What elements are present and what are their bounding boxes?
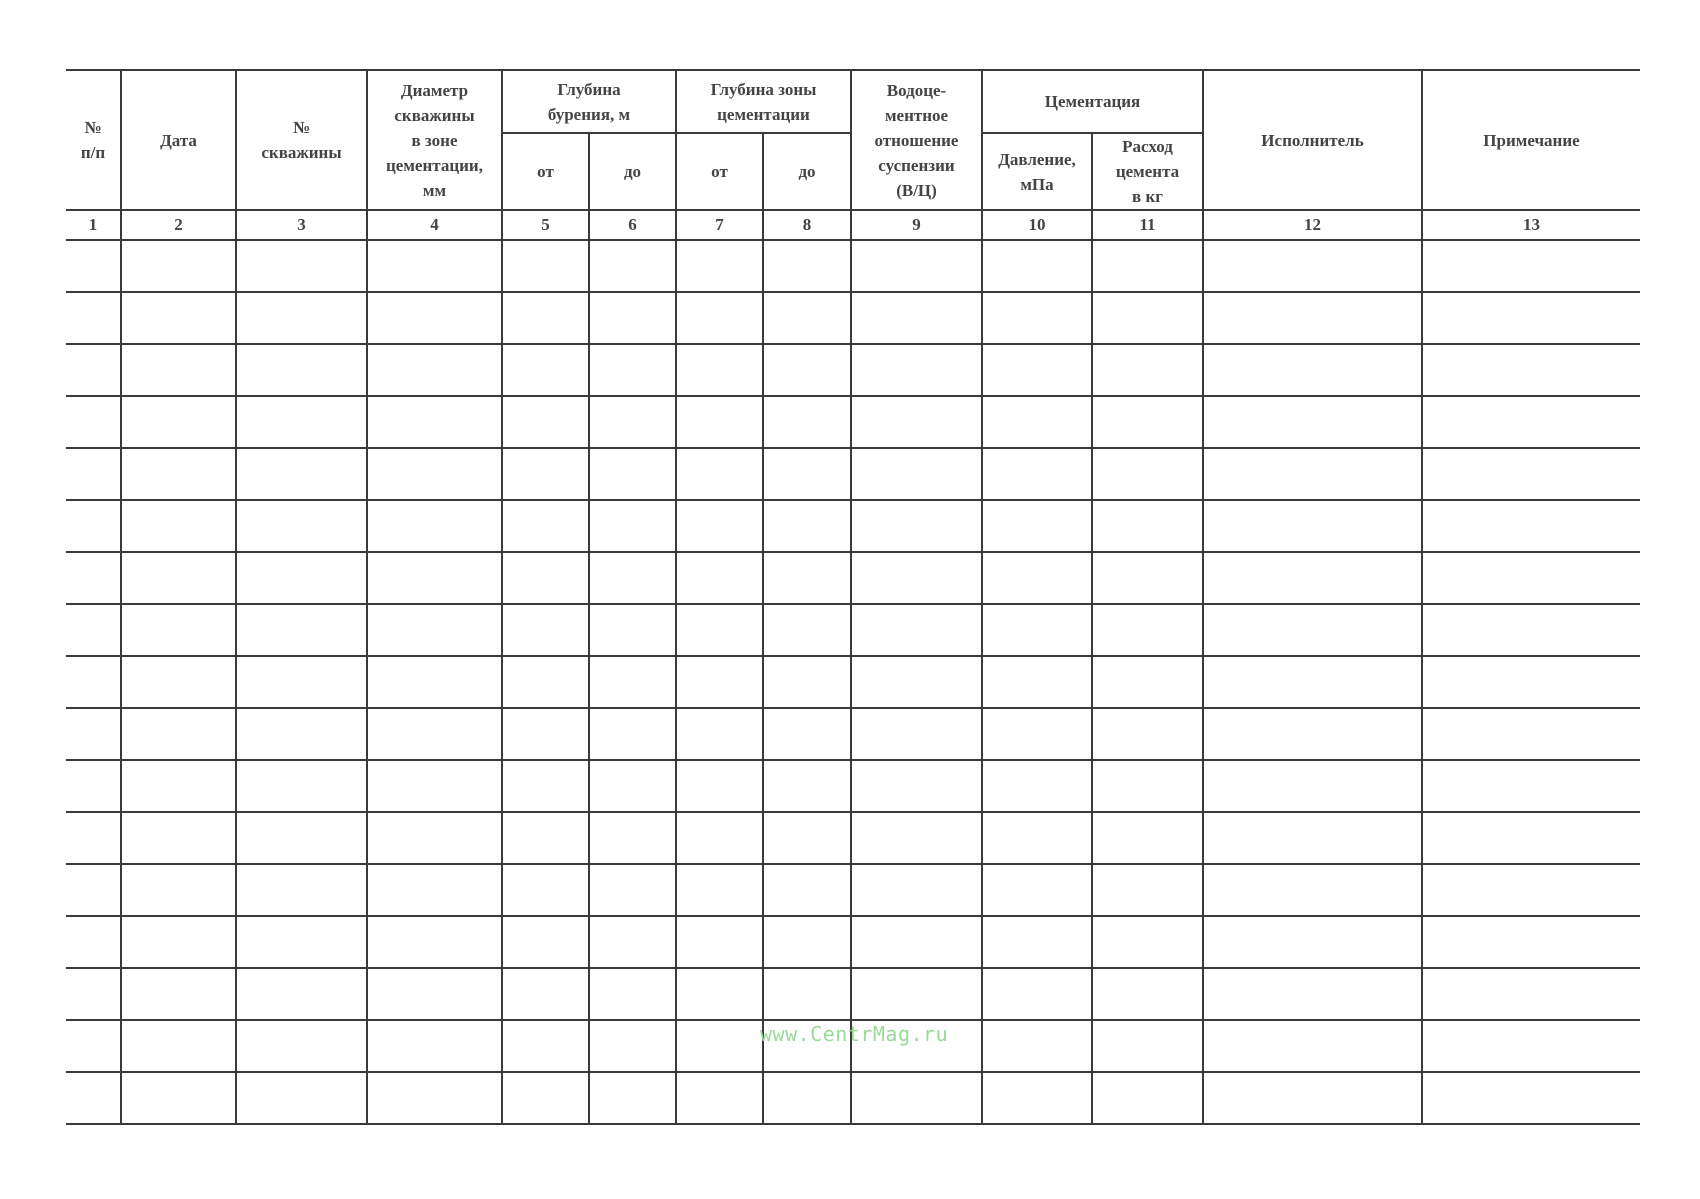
table-cell bbox=[1203, 552, 1422, 604]
table-cell bbox=[589, 1072, 676, 1124]
table-cell bbox=[502, 760, 589, 812]
table-cell bbox=[121, 760, 236, 812]
table-cell bbox=[851, 708, 982, 760]
table-cell bbox=[502, 812, 589, 864]
table-cell bbox=[1422, 240, 1640, 292]
table-cell bbox=[851, 864, 982, 916]
table-cell bbox=[66, 1020, 121, 1072]
table-cell bbox=[1203, 448, 1422, 500]
table-cell bbox=[367, 1020, 502, 1072]
table-cell bbox=[676, 916, 763, 968]
table-cell bbox=[502, 240, 589, 292]
table-cell bbox=[66, 552, 121, 604]
table-cell bbox=[367, 864, 502, 916]
table-cell bbox=[1203, 344, 1422, 396]
header-cement-zone-depth-group: Глубина зоны цементации bbox=[676, 70, 851, 133]
column-number: 13 bbox=[1422, 210, 1640, 240]
table-cell bbox=[851, 448, 982, 500]
table-cell bbox=[851, 552, 982, 604]
table-cell bbox=[851, 656, 982, 708]
table-cell bbox=[502, 500, 589, 552]
table-cell bbox=[851, 812, 982, 864]
table-cell bbox=[589, 968, 676, 1020]
table-cell bbox=[763, 708, 851, 760]
table-cell bbox=[1203, 396, 1422, 448]
table-cell bbox=[982, 500, 1092, 552]
table-cell bbox=[763, 760, 851, 812]
table-cell bbox=[236, 968, 367, 1020]
table-cell bbox=[1422, 604, 1640, 656]
table-cell bbox=[676, 448, 763, 500]
table-cell bbox=[66, 812, 121, 864]
table-cell bbox=[982, 292, 1092, 344]
header-cement-consumption: Расход цемента в кг bbox=[1092, 133, 1203, 210]
table-cell bbox=[1422, 1072, 1640, 1124]
table-cell bbox=[589, 500, 676, 552]
table-row bbox=[66, 656, 1640, 708]
table-cell bbox=[851, 500, 982, 552]
table-cell bbox=[676, 396, 763, 448]
table-cell bbox=[236, 396, 367, 448]
table-cell bbox=[121, 552, 236, 604]
table-cell bbox=[589, 864, 676, 916]
table-cell bbox=[1092, 240, 1203, 292]
table-cell bbox=[121, 864, 236, 916]
table-cell bbox=[1422, 448, 1640, 500]
table-cell bbox=[763, 812, 851, 864]
table-cell bbox=[66, 1072, 121, 1124]
table-cell bbox=[502, 708, 589, 760]
table-cell bbox=[367, 916, 502, 968]
table-cell bbox=[1422, 1020, 1640, 1072]
table-cell bbox=[502, 552, 589, 604]
table-cell bbox=[1092, 1072, 1203, 1124]
table-cell bbox=[676, 656, 763, 708]
header-drilling-to: до bbox=[589, 133, 676, 210]
table-cell bbox=[1422, 292, 1640, 344]
column-number: 12 bbox=[1203, 210, 1422, 240]
table-cell bbox=[66, 396, 121, 448]
table-cell bbox=[589, 448, 676, 500]
table-cell bbox=[676, 760, 763, 812]
table-row bbox=[66, 240, 1640, 292]
table-cell bbox=[502, 396, 589, 448]
table-cell bbox=[982, 656, 1092, 708]
table-cell bbox=[1092, 396, 1203, 448]
table-cell bbox=[66, 604, 121, 656]
table-cell bbox=[367, 968, 502, 1020]
table-cell bbox=[236, 812, 367, 864]
table-row bbox=[66, 1072, 1640, 1124]
column-number: 3 bbox=[236, 210, 367, 240]
table-cell bbox=[676, 1072, 763, 1124]
table-cell bbox=[1422, 344, 1640, 396]
table-cell bbox=[1422, 708, 1640, 760]
table-cell bbox=[367, 708, 502, 760]
table-cell bbox=[1203, 864, 1422, 916]
header-zone-to: до bbox=[763, 133, 851, 210]
table-cell bbox=[1092, 916, 1203, 968]
table-cell bbox=[66, 916, 121, 968]
header-well-number: № скважины bbox=[236, 70, 367, 210]
table-cell bbox=[676, 1020, 763, 1072]
table-cell bbox=[1422, 552, 1640, 604]
column-number-row bbox=[66, 210, 1640, 240]
table-cell bbox=[763, 968, 851, 1020]
table-cell bbox=[121, 916, 236, 968]
table-cell bbox=[121, 708, 236, 760]
table-cell bbox=[763, 656, 851, 708]
header-pressure: Давление, мПа bbox=[982, 133, 1092, 210]
table-cell bbox=[66, 864, 121, 916]
table-cell bbox=[502, 604, 589, 656]
table-cell bbox=[502, 656, 589, 708]
table-cell bbox=[367, 656, 502, 708]
table-cell bbox=[502, 448, 589, 500]
table-cell bbox=[982, 708, 1092, 760]
table-cell bbox=[851, 916, 982, 968]
table-body bbox=[66, 210, 1640, 1124]
table-cell bbox=[367, 292, 502, 344]
table-cell bbox=[121, 500, 236, 552]
table-cell bbox=[589, 604, 676, 656]
table-row bbox=[66, 500, 1640, 552]
watermark: www.CentrMag.ru bbox=[760, 1022, 949, 1046]
table-cell bbox=[589, 344, 676, 396]
table-cell bbox=[502, 292, 589, 344]
table-cell bbox=[1203, 656, 1422, 708]
table-row bbox=[66, 448, 1640, 500]
table-cell bbox=[121, 344, 236, 396]
table-cell bbox=[851, 1072, 982, 1124]
table-cell bbox=[1203, 240, 1422, 292]
table-cell bbox=[236, 916, 367, 968]
column-number: 1 bbox=[66, 210, 121, 240]
table-cell bbox=[121, 812, 236, 864]
table-cell bbox=[236, 552, 367, 604]
table-cell bbox=[1092, 1020, 1203, 1072]
header-well-diameter: Диаметр скважины в зоне цементации, мм bbox=[367, 70, 502, 210]
table-cell bbox=[589, 1020, 676, 1072]
table-cell bbox=[502, 1020, 589, 1072]
table-cell bbox=[367, 552, 502, 604]
table-cell bbox=[236, 500, 367, 552]
table-cell bbox=[589, 552, 676, 604]
table-cell bbox=[236, 864, 367, 916]
header-executor: Исполнитель bbox=[1203, 70, 1422, 210]
table-cell bbox=[1422, 968, 1640, 1020]
table-cell bbox=[851, 604, 982, 656]
table-cell bbox=[236, 708, 367, 760]
table-cell bbox=[367, 396, 502, 448]
table-cell bbox=[589, 760, 676, 812]
table-cell bbox=[1203, 708, 1422, 760]
header-zone-from: от bbox=[676, 133, 763, 210]
table-cell bbox=[1422, 916, 1640, 968]
table-cell bbox=[589, 292, 676, 344]
table-cell bbox=[851, 396, 982, 448]
table-cell bbox=[236, 240, 367, 292]
table-cell bbox=[1092, 864, 1203, 916]
table-cell bbox=[1422, 396, 1640, 448]
table-cell bbox=[1092, 968, 1203, 1020]
table-cell bbox=[676, 344, 763, 396]
table-cell bbox=[676, 292, 763, 344]
table-cell bbox=[236, 760, 367, 812]
table-cell bbox=[1203, 1020, 1422, 1072]
table-cell bbox=[66, 708, 121, 760]
table-cell bbox=[763, 396, 851, 448]
table-cell bbox=[502, 916, 589, 968]
table-row bbox=[66, 708, 1640, 760]
column-number: 8 bbox=[763, 210, 851, 240]
table-cell bbox=[66, 760, 121, 812]
table-cell bbox=[589, 396, 676, 448]
table-cell bbox=[763, 292, 851, 344]
header-water-cement-ratio: Водоце- ментное отношение суспензии (В/Ц) bbox=[851, 70, 982, 210]
table-cell bbox=[982, 240, 1092, 292]
table-cell bbox=[367, 760, 502, 812]
table-cell bbox=[851, 292, 982, 344]
table-cell bbox=[982, 760, 1092, 812]
header-note: Примечание bbox=[1422, 70, 1640, 210]
table-cell bbox=[763, 552, 851, 604]
table-row bbox=[66, 812, 1640, 864]
table-cell bbox=[236, 448, 367, 500]
table-row bbox=[66, 916, 1640, 968]
table-cell bbox=[676, 864, 763, 916]
table-cell bbox=[1092, 448, 1203, 500]
table-cell bbox=[66, 500, 121, 552]
table-cell bbox=[1422, 760, 1640, 812]
table-cell bbox=[1422, 864, 1640, 916]
table-cell bbox=[763, 1072, 851, 1124]
table-cell bbox=[589, 916, 676, 968]
table-cell bbox=[66, 292, 121, 344]
table-cell bbox=[502, 1072, 589, 1124]
table-cell bbox=[1092, 604, 1203, 656]
table-cell bbox=[851, 760, 982, 812]
table-cell bbox=[982, 864, 1092, 916]
table-cell bbox=[589, 240, 676, 292]
table-cell bbox=[121, 1020, 236, 1072]
table-cell bbox=[367, 812, 502, 864]
table-cell bbox=[66, 240, 121, 292]
header-drilling-from: от bbox=[502, 133, 589, 210]
table-cell bbox=[1203, 292, 1422, 344]
table-cell bbox=[1203, 968, 1422, 1020]
table-cell bbox=[676, 552, 763, 604]
table-cell bbox=[763, 240, 851, 292]
table-cell bbox=[1203, 916, 1422, 968]
table-row bbox=[66, 760, 1640, 812]
column-number: 2 bbox=[121, 210, 236, 240]
table-cell bbox=[982, 396, 1092, 448]
table-cell bbox=[121, 396, 236, 448]
table-cell bbox=[66, 656, 121, 708]
header-row-number: № п/п bbox=[66, 70, 121, 210]
table-cell bbox=[121, 292, 236, 344]
table-cell bbox=[1092, 760, 1203, 812]
table-row bbox=[66, 552, 1640, 604]
table-cell bbox=[1422, 500, 1640, 552]
table-cell bbox=[589, 656, 676, 708]
table-cell bbox=[502, 344, 589, 396]
table-cell bbox=[982, 968, 1092, 1020]
table-row bbox=[66, 292, 1640, 344]
table-cell bbox=[236, 1072, 367, 1124]
column-number: 7 bbox=[676, 210, 763, 240]
table-cell bbox=[236, 604, 367, 656]
table-cell bbox=[1092, 708, 1203, 760]
table-cell bbox=[676, 968, 763, 1020]
table-row bbox=[66, 396, 1640, 448]
table-cell bbox=[66, 448, 121, 500]
table-cell bbox=[1203, 1072, 1422, 1124]
column-number: 5 bbox=[502, 210, 589, 240]
table-cell bbox=[367, 344, 502, 396]
table-cell bbox=[1092, 812, 1203, 864]
table-cell bbox=[982, 552, 1092, 604]
table-cell bbox=[982, 448, 1092, 500]
header-cementation-group: Цементация bbox=[982, 70, 1203, 133]
table-cell bbox=[367, 448, 502, 500]
table-cell bbox=[676, 708, 763, 760]
table-cell bbox=[121, 656, 236, 708]
table-cell bbox=[763, 448, 851, 500]
table-cell bbox=[367, 500, 502, 552]
table-cell bbox=[1203, 760, 1422, 812]
table-cell bbox=[982, 344, 1092, 396]
table-cell bbox=[676, 812, 763, 864]
table-row bbox=[66, 604, 1640, 656]
table-cell bbox=[367, 1072, 502, 1124]
table-cell bbox=[982, 604, 1092, 656]
table-cell bbox=[589, 708, 676, 760]
table-cell bbox=[121, 968, 236, 1020]
table-cell bbox=[851, 968, 982, 1020]
table-cell bbox=[851, 240, 982, 292]
column-number: 6 bbox=[589, 210, 676, 240]
table-cell bbox=[1203, 500, 1422, 552]
table-cell bbox=[589, 812, 676, 864]
table-cell bbox=[66, 344, 121, 396]
table-cell bbox=[982, 812, 1092, 864]
table-cell bbox=[236, 292, 367, 344]
table-cell bbox=[1092, 292, 1203, 344]
table-cell bbox=[236, 1020, 367, 1072]
table-cell bbox=[1203, 812, 1422, 864]
table-cell bbox=[763, 500, 851, 552]
table-row bbox=[66, 864, 1640, 916]
header-date: Дата bbox=[121, 70, 236, 210]
table-cell bbox=[236, 344, 367, 396]
table-cell bbox=[763, 344, 851, 396]
table-cell bbox=[502, 968, 589, 1020]
header-drilling-depth-group: Глубина бурения, м bbox=[502, 70, 676, 133]
table-cell bbox=[1422, 812, 1640, 864]
column-number: 11 bbox=[1092, 210, 1203, 240]
table-cell bbox=[367, 604, 502, 656]
table-cell bbox=[121, 240, 236, 292]
table-cell bbox=[1203, 604, 1422, 656]
table-cell bbox=[1092, 500, 1203, 552]
table-cell bbox=[851, 344, 982, 396]
well-cementation-log-table bbox=[66, 69, 1640, 1125]
table-cell bbox=[1422, 656, 1640, 708]
table-cell bbox=[121, 1072, 236, 1124]
column-number: 9 bbox=[851, 210, 982, 240]
table-cell bbox=[1092, 344, 1203, 396]
table-cell bbox=[121, 448, 236, 500]
table-cell bbox=[1092, 656, 1203, 708]
table-cell bbox=[676, 500, 763, 552]
table-cell bbox=[676, 604, 763, 656]
table-cell bbox=[763, 604, 851, 656]
column-number: 4 bbox=[367, 210, 502, 240]
table-cell bbox=[236, 656, 367, 708]
table-cell bbox=[66, 968, 121, 1020]
table-cell bbox=[121, 604, 236, 656]
table-cell bbox=[763, 916, 851, 968]
table-cell bbox=[982, 1072, 1092, 1124]
table-cell bbox=[982, 1020, 1092, 1072]
table-cell bbox=[1092, 552, 1203, 604]
table-cell bbox=[982, 916, 1092, 968]
table-cell bbox=[763, 864, 851, 916]
table-row bbox=[66, 968, 1640, 1020]
table-row bbox=[66, 344, 1640, 396]
column-number: 10 bbox=[982, 210, 1092, 240]
table-cell bbox=[502, 864, 589, 916]
table-cell bbox=[367, 240, 502, 292]
table-cell bbox=[676, 240, 763, 292]
